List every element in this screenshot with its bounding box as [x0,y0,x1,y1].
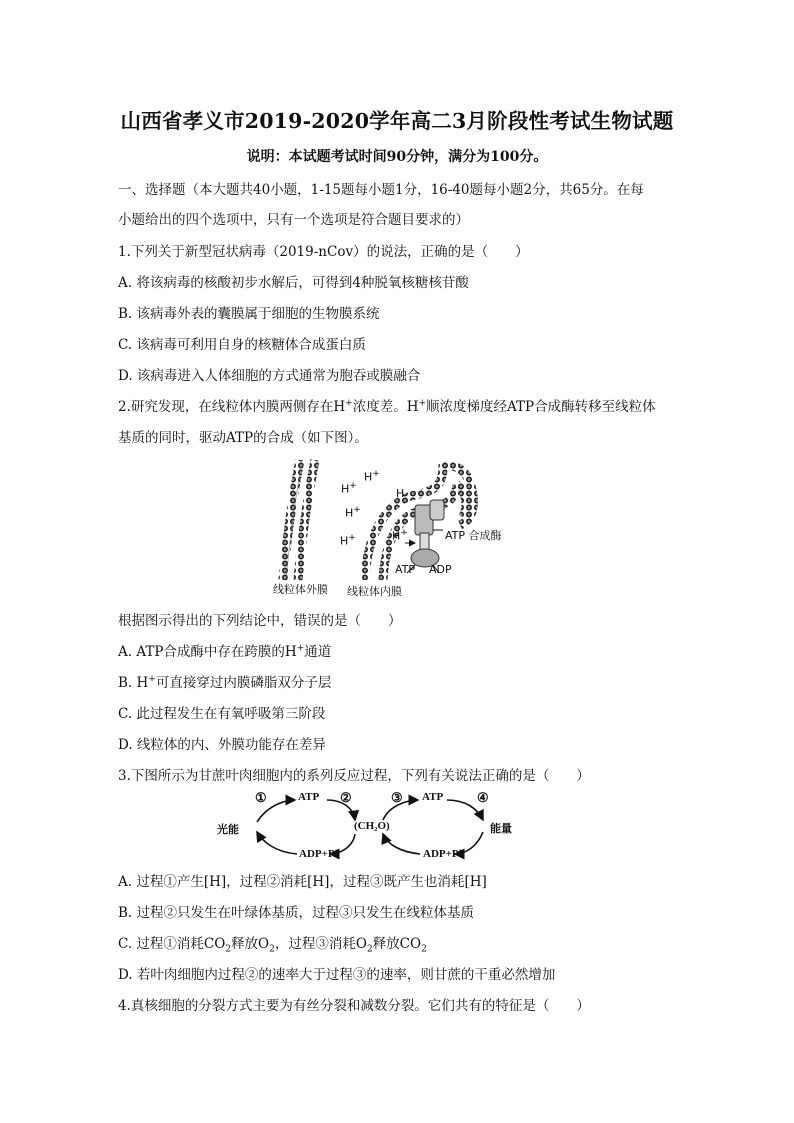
superscript: + [345,398,353,409]
outer-membrane-label: 线粒体外膜 [273,583,328,596]
superscript: + [296,643,305,654]
ch2o-label: (CH₂O) [354,820,390,832]
page-title: 山西省孝义市2019-2020学年高二3月阶段性考试生物试题 [120,109,674,133]
h-ion-label: H+ [345,505,361,520]
mitochondria-membrane-figure [265,455,530,600]
subscript: 2 [269,944,275,955]
q3-option-d: D. 若叶肉细胞内过程②的速率大于过程③的速率，则甘蔗的干重必然增加 [118,967,556,983]
inner-membrane-label: 线粒体内膜 [347,585,402,598]
q2-stem-text: 浓度差。H [352,399,419,415]
h-ion-label: H [396,487,405,500]
q4-stem: 4.真核细胞的分裂方式主要为有丝分裂和减数分裂。它们共有的特征是（ ） [118,998,590,1014]
section-instructions-line1: 一、选择题（本大题共40小题，1-15题每小题1分，16-40题每小题2分，共65分。在每 [118,182,644,198]
subscript: 2 [225,944,232,955]
q3-option-c-text: 释放CO [372,936,422,952]
q2-stem-text: 2.研究发现，在线粒体内膜两侧存在H [118,399,346,415]
q3-option-c-text: C. 过程①消耗CO [118,936,226,952]
atp-label: ATP [422,791,444,803]
q3-option-b: B. 过程②只发生在叶绿体基质，过程③只发生在线粒体基质 [118,905,475,921]
process-4-label: ④ [477,790,489,805]
adp-label: ADP [429,563,452,576]
process-2-label: ② [340,790,352,805]
q2-option-a-text: 通道 [304,644,332,660]
adp-pi-label: ADP+Pi [299,848,338,860]
atp-cycle-figure [215,792,565,864]
q2-option-b-text: B. H [118,675,149,691]
q2-option-c: C. 此过程发生在有氧呼吸第三阶段 [118,706,326,722]
q1-option-c: C. 该病毒可利用自身的核糖体合成蛋白质 [118,337,366,353]
h-ion-label: H+ [340,533,356,548]
q2-ask: 根据图示得出的下列结论中，错误的是（ ） [118,613,402,629]
atp-label: ATP [395,563,416,576]
q2-option-b [118,671,331,691]
adp-pi-label: ADP+Pi [423,848,462,860]
process-1-label: ① [255,790,267,805]
h-ion-label: H+ [392,528,408,543]
section-instructions-line2: 小题给出的四个选项中，只有一个选项是符合题目要求的） [118,212,469,228]
q3-option-c-text: ，过程③消耗O [274,936,367,952]
superscript: + [148,674,156,685]
q2-option-b-text: 可直接穿过内膜磷脂双分子层 [155,675,332,691]
q3-option-c-text: 释放O [231,936,270,952]
q3-stem: 3.下图所示为甘蔗叶肉细胞内的系列反应过程，下列有关说法正确的是（ ） [118,768,590,784]
atp-synthase-label: ATP 合成酶 [445,529,502,542]
process-3-label: ③ [391,790,403,805]
q2-stem-text: 顺浓度梯度经ATP合成酶转移至线粒体 [426,399,656,415]
energy-label: 能量 [490,823,512,835]
subscript: 2 [366,944,373,955]
h-ion-label: H+ [364,469,380,484]
q1-option-a: A. 将该病毒的核酸初步水解后，可得到4种脱氧核糖核苷酸 [118,275,469,291]
q2-option-d: D. 线粒体的内、外膜功能存在差异 [118,737,326,753]
subscript: 2 [421,944,427,955]
q1-stem: 1.下列关于新型冠状病毒（2019-nCov）的说法，正确的是（ ） [118,244,529,260]
atp-label: ATP [298,791,320,803]
q3-option-a: A. 过程①产生[H]，过程②消耗[H]，过程③既产生也消耗[H] [118,874,487,890]
q2-option-a-text: A. ATP合成酶中存在跨膜的H [118,644,297,660]
atp-cycle-diagram [215,792,565,864]
outer-membrane-shape [283,460,315,580]
light-energy-label: 光能 [217,824,239,836]
exam-note: 说明：本试题考试时间90分钟，满分为100分。 [246,149,548,165]
q2-option-a [118,640,331,660]
q1-option-d: D. 该病毒进入人体细胞的方式通常为胞吞或膜融合 [118,368,421,384]
h-ion-label: H+ [341,481,357,496]
q2-stem-line1 [118,395,656,415]
superscript: + [418,398,427,409]
q3-option-c [118,932,427,955]
q2-stem-line2: 基质的同时，驱动ATP的合成（如下图）。 [118,430,368,446]
q1-option-b: B. 该病毒外表的囊膜属于细胞的生物膜系统 [118,306,380,322]
